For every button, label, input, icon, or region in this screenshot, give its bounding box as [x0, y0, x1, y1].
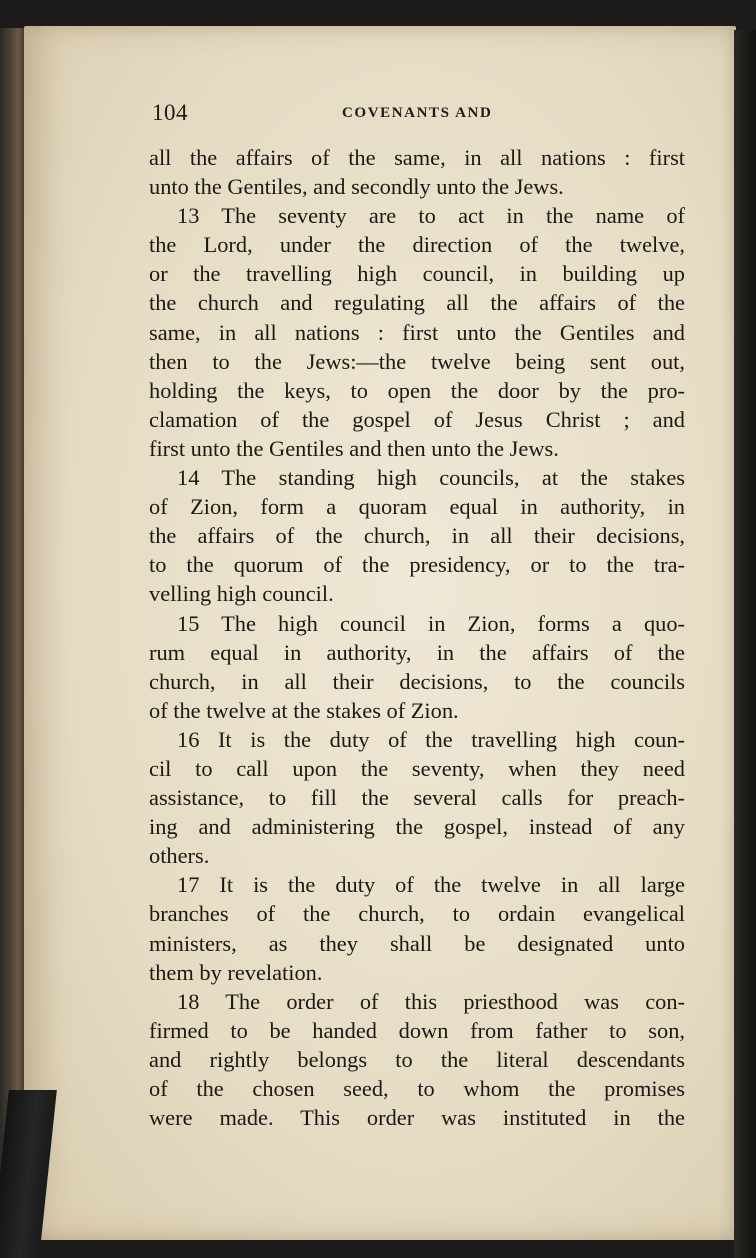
- body-text: [149, 143, 685, 1132]
- running-head: COVENANTS AND: [342, 105, 493, 121]
- text-line: the Lord, under the direction of the twelve,: [149, 232, 685, 258]
- text-line: of the chosen seed, to whom the promises: [149, 1076, 685, 1101]
- text-line: were made. This order was instituted in the: [149, 1105, 685, 1131]
- text-line: first unto the Gentiles and then unto the Jews.: [149, 435, 559, 461]
- text-line: all the affairs of the same, in all nations : first: [149, 145, 685, 170]
- text-line: of the twelve at the stakes of Zion.: [149, 697, 459, 723]
- text-line: unto the Gentiles, and secondly unto the Jews.: [149, 174, 564, 200]
- text-line: 14 The standing high councils, at the stakes: [177, 465, 685, 491]
- page-header: [152, 100, 682, 134]
- text-line: cil to call upon the seventy, when they need: [149, 755, 685, 781]
- text-line: assistance, to fill the several calls for preach-: [149, 785, 685, 811]
- text-line: others.: [149, 843, 210, 869]
- text-line: holding the keys, to open the door by the pro-: [149, 377, 685, 403]
- text-line: to the quorum of the presidency, or to the tra-: [149, 552, 685, 578]
- page-right-edge: [734, 30, 756, 1258]
- text-line: velling high council.: [149, 581, 334, 607]
- book-edge-left: [0, 28, 26, 1258]
- text-line: 15 The high council in Zion, forms a quo-: [177, 610, 685, 636]
- text-line: then to the Jews:—the twelve being sent out,: [149, 348, 685, 374]
- text-line: 16 It is the duty of the travelling high coun-: [177, 726, 685, 752]
- text-line: the affairs of the church, in all their decisions,: [149, 523, 685, 549]
- text-line: the church and regulating all the affairs of the: [149, 290, 685, 316]
- text-line: clamation of the gospel of Jesus Christ ; and: [149, 406, 685, 432]
- text-line: rum equal in authority, in the affairs of the: [149, 639, 685, 665]
- text-line: firmed to be handed down from father to son,: [149, 1017, 685, 1043]
- text-line: 17 It is the duty of the twelve in all large: [177, 872, 685, 898]
- text-line: ing and administering the gospel, instead of any: [149, 814, 685, 840]
- text-line: church, in all their decisions, to the councils: [149, 668, 685, 694]
- text-line: branches of the church, to ordain evangelical: [149, 901, 685, 927]
- page-number: 104: [152, 100, 188, 125]
- text-line: or the travelling high council, in building up: [149, 261, 685, 287]
- text-line: of Zion, form a quoram equal in authority, in: [149, 494, 685, 520]
- text-line: 18 The order of this priesthood was con-: [177, 988, 685, 1014]
- text-line: ministers, as they shall be designated unto: [149, 930, 685, 956]
- text-line: them by revelation.: [149, 959, 323, 985]
- text-line: same, in all nations : first unto the Gentiles and: [149, 319, 685, 345]
- text-line: and rightly belongs to the literal descendants: [149, 1046, 685, 1072]
- text-line: 13 The seventy are to act in the name of: [177, 203, 685, 229]
